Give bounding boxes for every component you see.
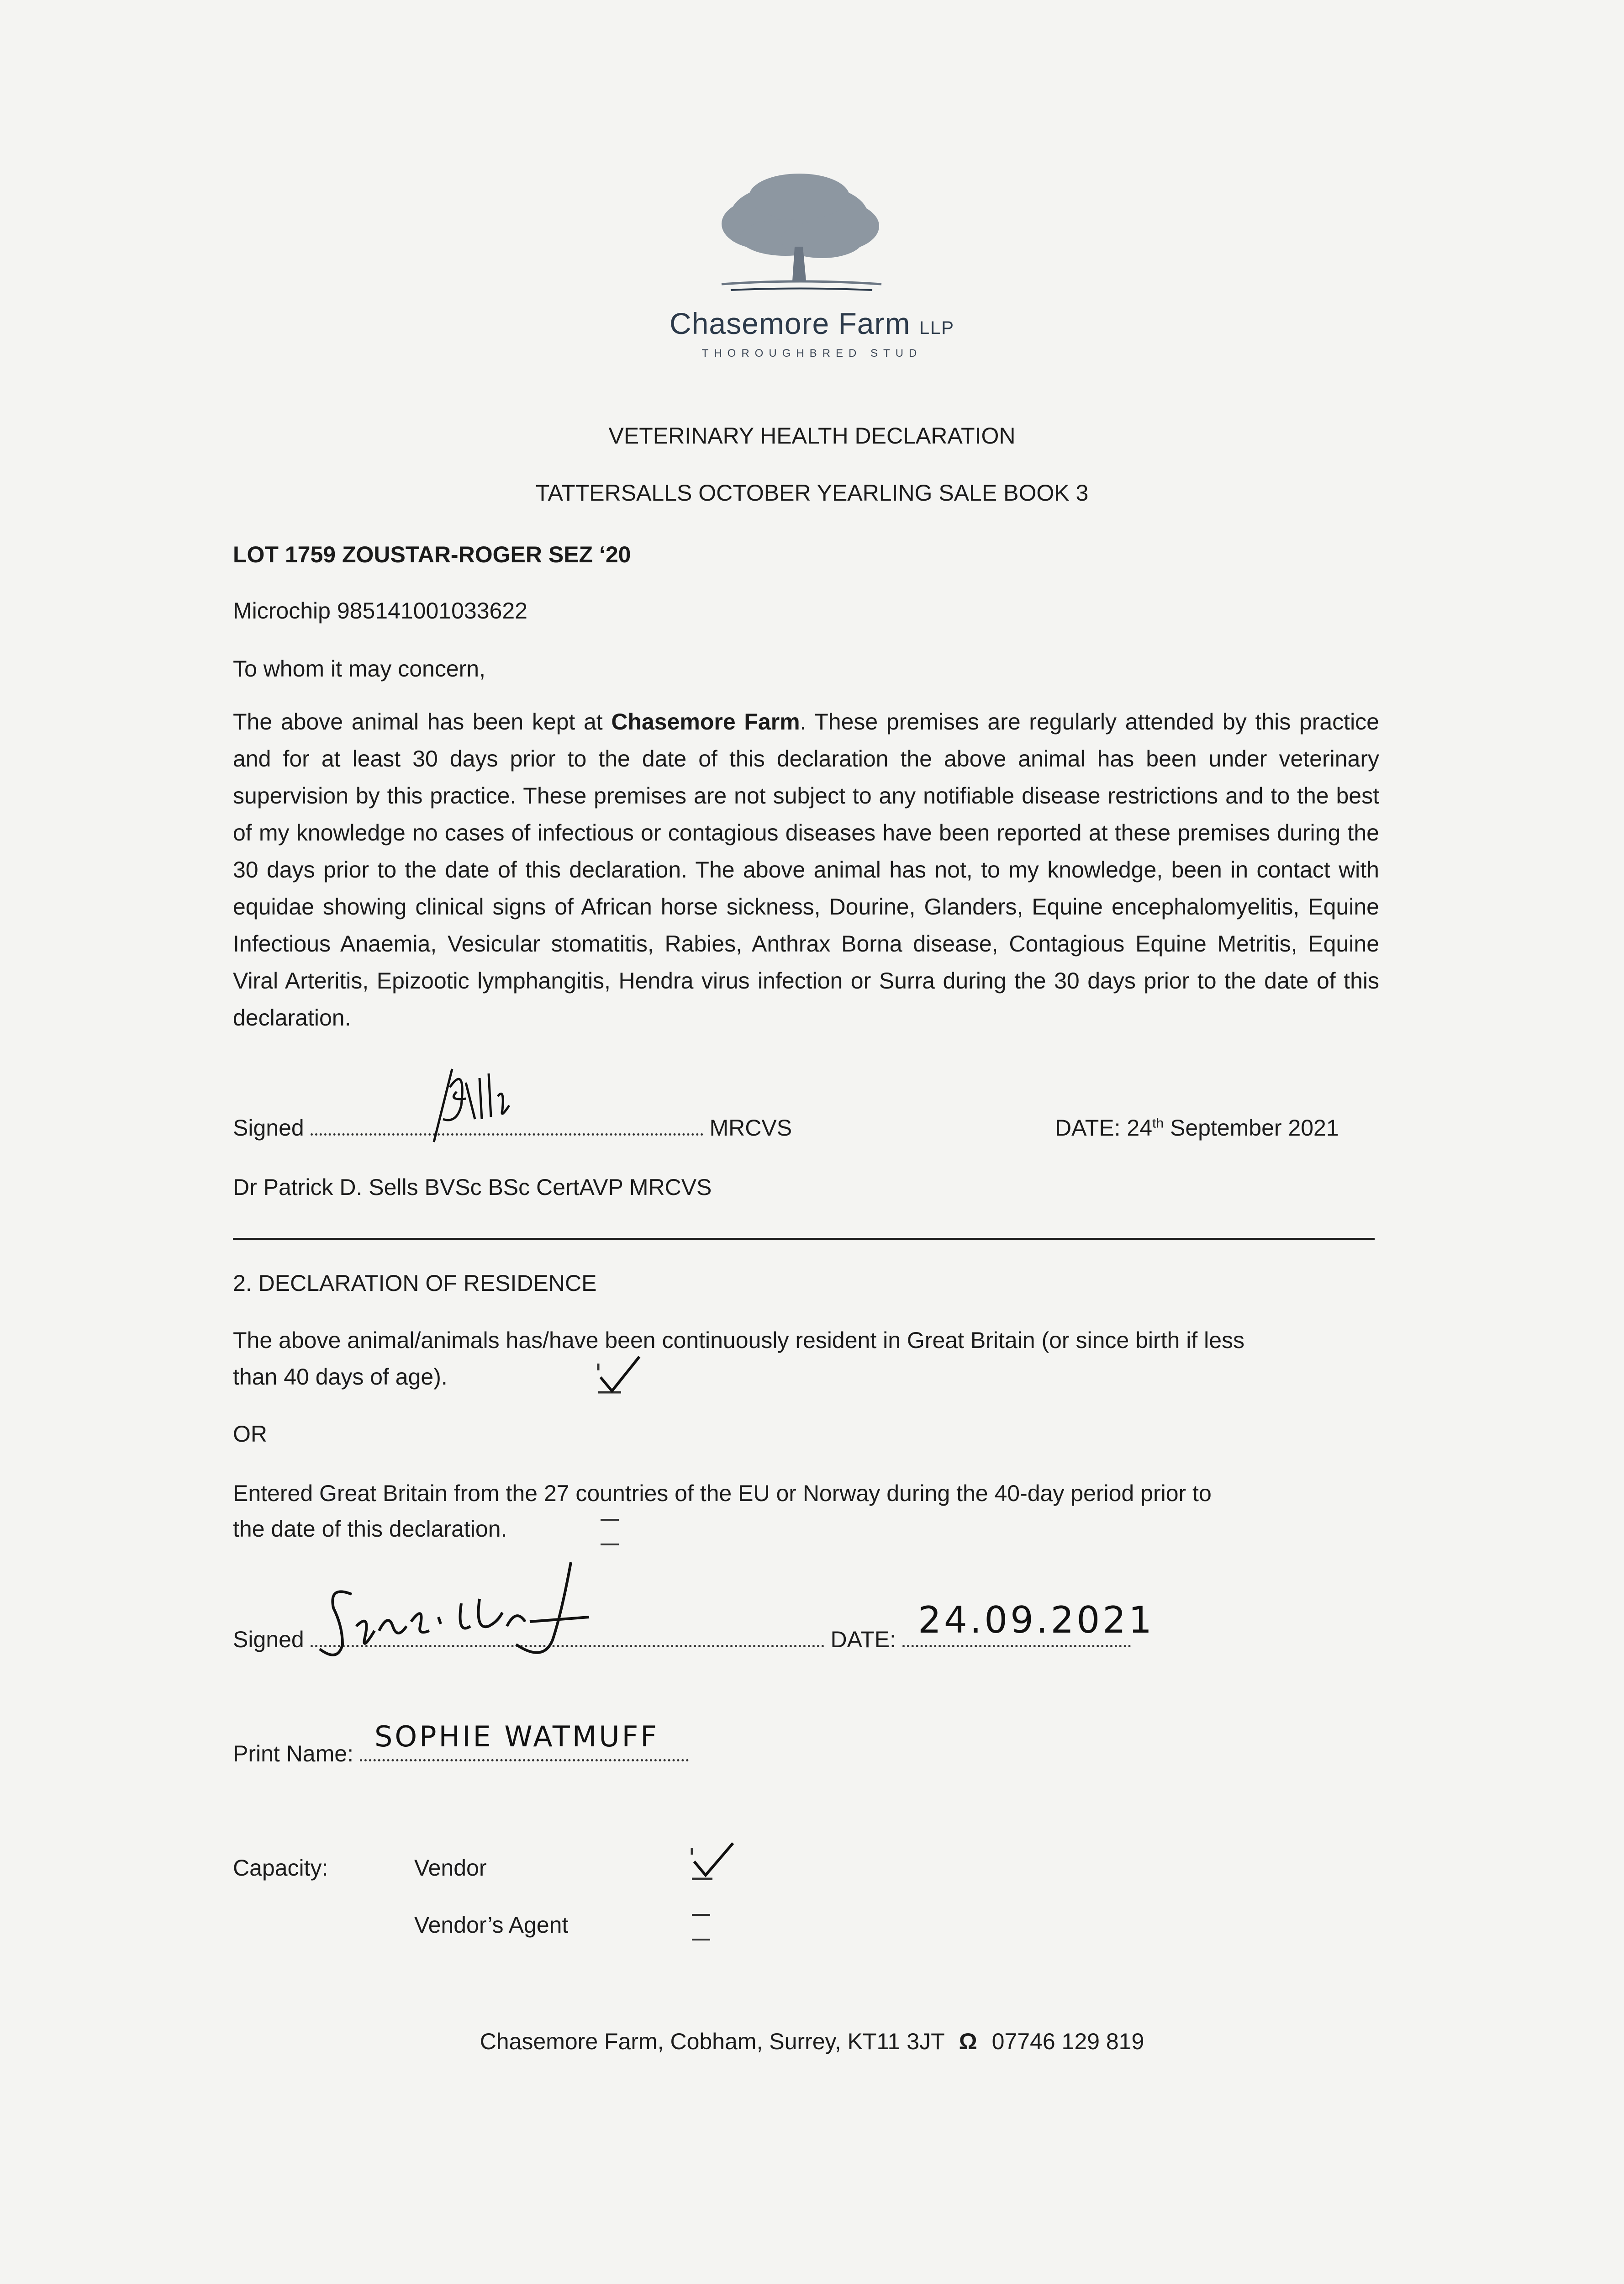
vet-date xyxy=(1055,1115,1339,1141)
residence-option1-line1: The above animal/animals has/have been continuously resident in Great Britain (or since birth if less xyxy=(233,1327,1245,1353)
greeting: To whom it may concern, xyxy=(233,656,485,682)
declaration-body xyxy=(233,703,1379,1036)
phone-icon: Ω xyxy=(959,2029,977,2054)
farm-name-suffix: LLP xyxy=(919,318,954,338)
microchip-line: Microchip 985141001033622 xyxy=(233,598,527,624)
owner-signed-label: Signed xyxy=(233,1627,304,1652)
section-divider xyxy=(233,1238,1375,1240)
vet-date-sup: th xyxy=(1152,1116,1164,1131)
residence-option2-line2: the date of this declaration. xyxy=(233,1516,507,1542)
document-subtitle: TATTERSALLS OCTOBER YEARLING SALE BOOK 3 xyxy=(535,480,1089,506)
footer-phone: 07746 129 819 xyxy=(991,2029,1144,2054)
farm-name xyxy=(548,306,1076,341)
footer-address: Chasemore Farm, Cobham, Surrey, KT11 3JT xyxy=(480,2029,944,2054)
vet-signed-label: Signed xyxy=(233,1115,304,1141)
farm-name-text: Chasemore Farm xyxy=(670,307,911,340)
owner-date-line xyxy=(902,1645,1131,1647)
footer xyxy=(0,2028,1624,2055)
print-name-line xyxy=(360,1759,689,1761)
vendor-checkbox-checked[interactable] xyxy=(687,1839,738,1884)
farm-subtitle: THOROUGHBRED STUD xyxy=(701,347,923,360)
agent-checkbox[interactable] xyxy=(692,1914,710,1940)
residence-option1-line2: than 40 days of age). xyxy=(233,1364,448,1390)
capacity-option-vendor: Vendor xyxy=(414,1855,487,1881)
vet-date-rest: September 2021 xyxy=(1164,1115,1339,1141)
capacity-label: Capacity: xyxy=(233,1855,328,1881)
vet-date-label: DATE: 24 xyxy=(1055,1115,1153,1141)
residence-option2-line1: Entered Great Britain from the 27 countries of the EU or Norway during the 40-day period prior to xyxy=(233,1480,1212,1506)
capacity-option-agent: Vendor’s Agent xyxy=(414,1912,569,1938)
residence-heading: 2. DECLARATION OF RESIDENCE xyxy=(233,1270,597,1296)
owner-date-label: DATE: xyxy=(830,1627,896,1652)
owner-date-value: 24.09.2021 xyxy=(918,1599,1155,1641)
vet-suffix: MRCVS xyxy=(709,1115,792,1141)
oak-tree-icon xyxy=(694,164,904,311)
owner-signature-mark xyxy=(315,1558,617,1667)
option1-checkbox-checked[interactable] xyxy=(594,1352,649,1398)
vet-signature-mark xyxy=(425,1055,543,1147)
print-name-label: Print Name: xyxy=(233,1741,353,1766)
print-name-value: SOPHIE WATMUFF xyxy=(374,1720,659,1753)
body-part1: The above animal has been kept at xyxy=(233,709,612,735)
lot-heading: LOT 1759 ZOUSTAR-ROGER SEZ ‘20 xyxy=(233,542,631,567)
vet-name: Dr Patrick D. Sells BVSc BSc CertAVP MRCVS xyxy=(233,1174,712,1200)
body-part2: . These premises are regularly attended by this practice and for at least 30 days prior to the date of this declaration the above animal has been under veterinary supervision by this practice. These premises are not subject to any notifiable disease restrictions and to the best of my knowledge no cases of infectious or contagious diseases have been reported at these premises during the 30 days prior to the date of this declaration. The above animal has not, to my knowledge, been in contact with equidae showing clinical signs of African horse sickness, Dourine, Glanders, Equine encephalomyelitis, Equine Infectious Anaemia, Vesicular stomatitis, Rabies, Anthrax Borna disease, Contagious Equine Metritis, Equine Viral Arteritis, Epizootic lymphangitis, Hendra virus infection or Surra during the 30 days prior to the date of this declaration. xyxy=(233,709,1379,1031)
document-title: VETERINARY HEALTH DECLARATION xyxy=(608,423,1016,449)
body-farm-bold: Chasemore Farm xyxy=(611,709,800,735)
residence-or: OR xyxy=(233,1421,267,1447)
option2-checkbox[interactable] xyxy=(601,1519,619,1545)
